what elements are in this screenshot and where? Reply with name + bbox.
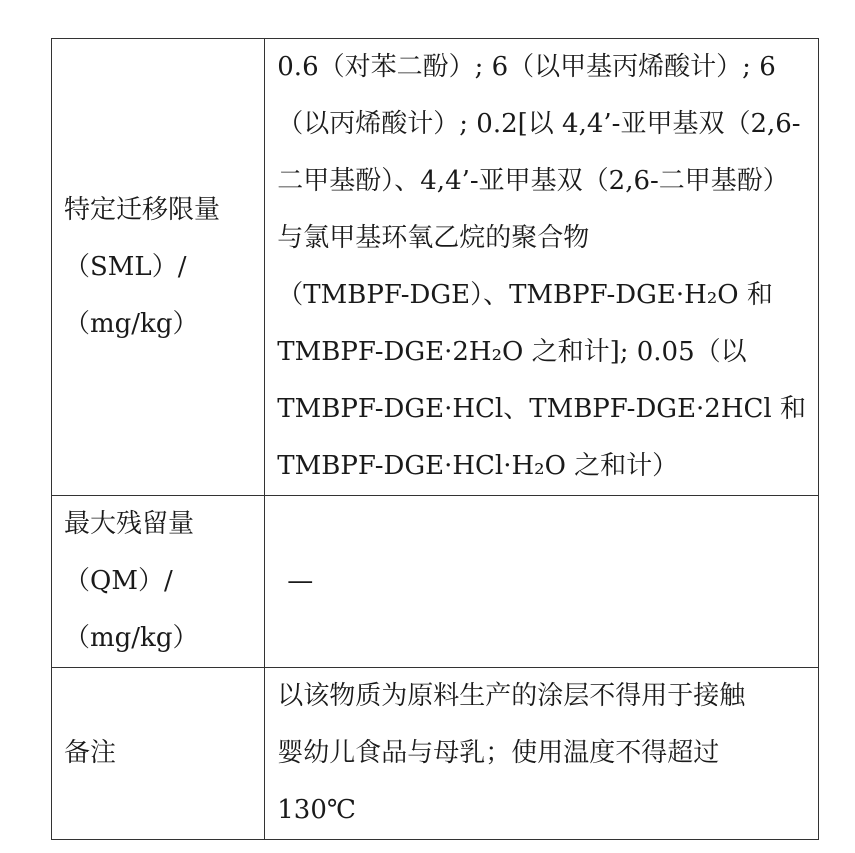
table-row-sml <box>52 39 819 496</box>
sml-value-line: （TMBPF-DGE）、TMBPF-DGE·H₂O 和 <box>277 280 773 310</box>
table-row-note <box>52 668 819 840</box>
qm-label-line: 最大残留量 <box>64 509 195 539</box>
note-value-line: 以该物质为原料生产的涂层不得用于接触 <box>277 681 746 711</box>
sml-value-cell <box>265 39 819 496</box>
sml-value-line: TMBPF-DGE·HCl·H₂O 之和计） <box>277 451 679 481</box>
sml-value-line: （以丙烯酸计）; 0.2[以 4,4’-亚甲基双（2,6- <box>277 109 801 139</box>
note-value-line: 婴幼儿食品与母乳；使用温度不得超过 <box>277 738 720 768</box>
regulation-table <box>51 38 819 840</box>
sml-label-line: （mg/kg） <box>64 308 199 339</box>
qm-value-dash: — <box>287 566 314 596</box>
qm-label-line: （QM）/ <box>64 566 173 596</box>
note-label: 备注 <box>64 738 117 768</box>
qm-label-cell <box>52 496 265 668</box>
sml-value-line: 与氯甲基环氧乙烷的聚合物 <box>277 223 590 253</box>
sml-value-line: 二甲基酚）、4,4’-亚甲基双（2,6-二甲基酚） <box>277 166 789 196</box>
table-row-qm <box>52 496 819 668</box>
note-label-cell <box>52 668 265 840</box>
sml-label-line: （SML）/ <box>64 251 187 282</box>
sml-value-line: TMBPF-DGE·HCl、TMBPF-DGE·2HCl 和 <box>277 394 807 424</box>
sml-label-line: 特定迁移限量 <box>64 194 221 225</box>
sml-value-line: TMBPF-DGE·2H₂O 之和计]; 0.05（以 <box>277 337 747 367</box>
note-value-line: 130℃ <box>277 795 356 825</box>
sml-label-cell <box>52 39 265 496</box>
qm-value-cell <box>265 496 819 668</box>
qm-label-line: （mg/kg） <box>64 623 199 653</box>
sml-value-line: 0.6（对苯二酚）; 6（以甲基丙烯酸计）; 6 <box>277 52 776 82</box>
note-value-cell <box>265 668 819 840</box>
